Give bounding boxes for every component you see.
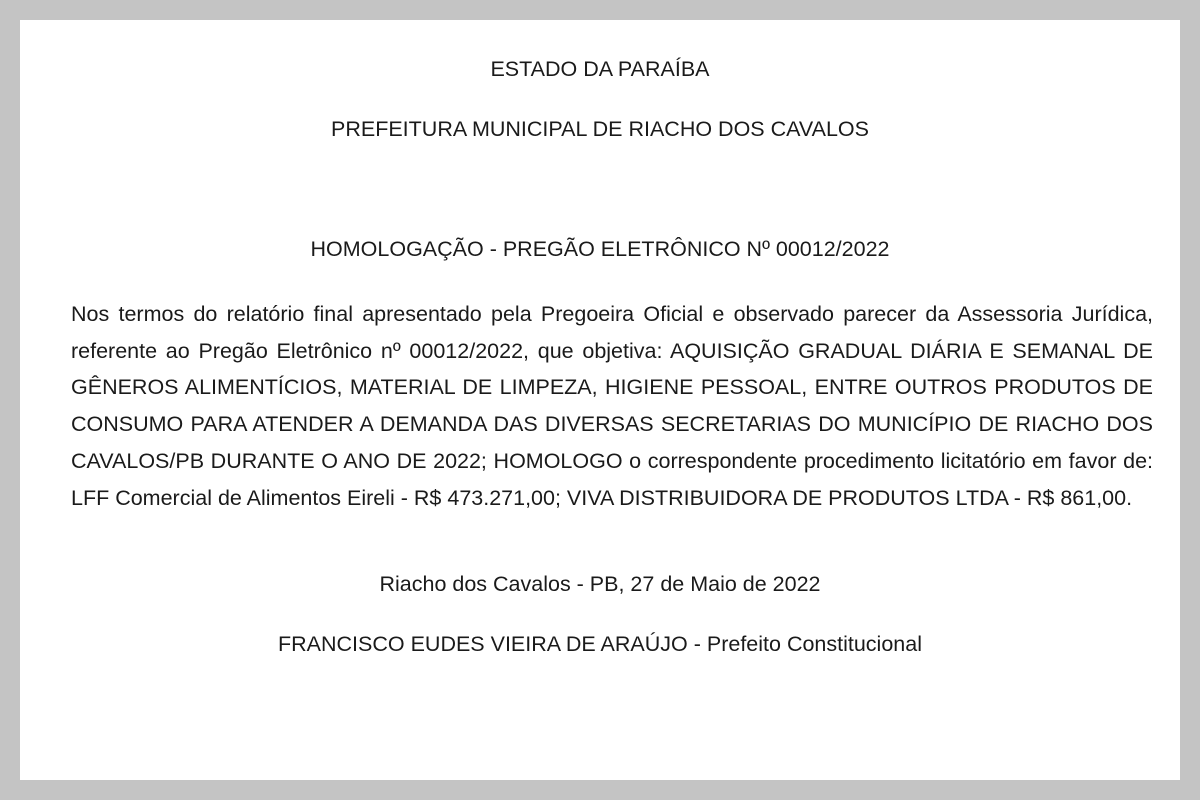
municipality-header: PREFEITURA MUNICIPAL DE RIACHO DOS CAVALOS	[331, 117, 869, 141]
document-body: Nos termos do relatório final apresentado pela Pregoeira Oficial e observado parecer da Assessoria Jurídica, referente ao Pregão Eletrônico nº 00012/2022, que objetiva: AQUISIÇÃO GRADUAL DIÁRIA E SEMANAL DE GÊNEROS ALIMENTÍCIOS, MATERIAL DE LIMPEZA, HIGIENE PESSOAL, ENTRE OUTROS PRODUTOS DE CONSUMO PARA ATENDER A DEMANDA DAS DIVERSAS SECRETARIAS DO MUNICÍPIO DE RIACHO DOS CAVALOS/PB DURANTE O ANO DE 2022; HOMOLOGO o correspondente procedimento licitatório em favor de: LFF Comercial de Alimentos Eireli - R$ 473.271,00; VIVA DISTRIBUIDORA DE PRODUTOS LTDA - R$ 861,00.	[71, 302, 1153, 510]
state-header: ESTADO DA PARAÍBA	[490, 57, 710, 81]
document-page	[20, 20, 1180, 780]
place-date: Riacho dos Cavalos - PB, 27 de Maio de 2022	[379, 572, 821, 596]
document-title: HOMOLOGAÇÃO - PREGÃO ELETRÔNICO Nº 00012/2022	[310, 237, 890, 261]
signature-line: FRANCISCO EUDES VIEIRA DE ARAÚJO - Prefeito Constitucional	[277, 632, 922, 656]
